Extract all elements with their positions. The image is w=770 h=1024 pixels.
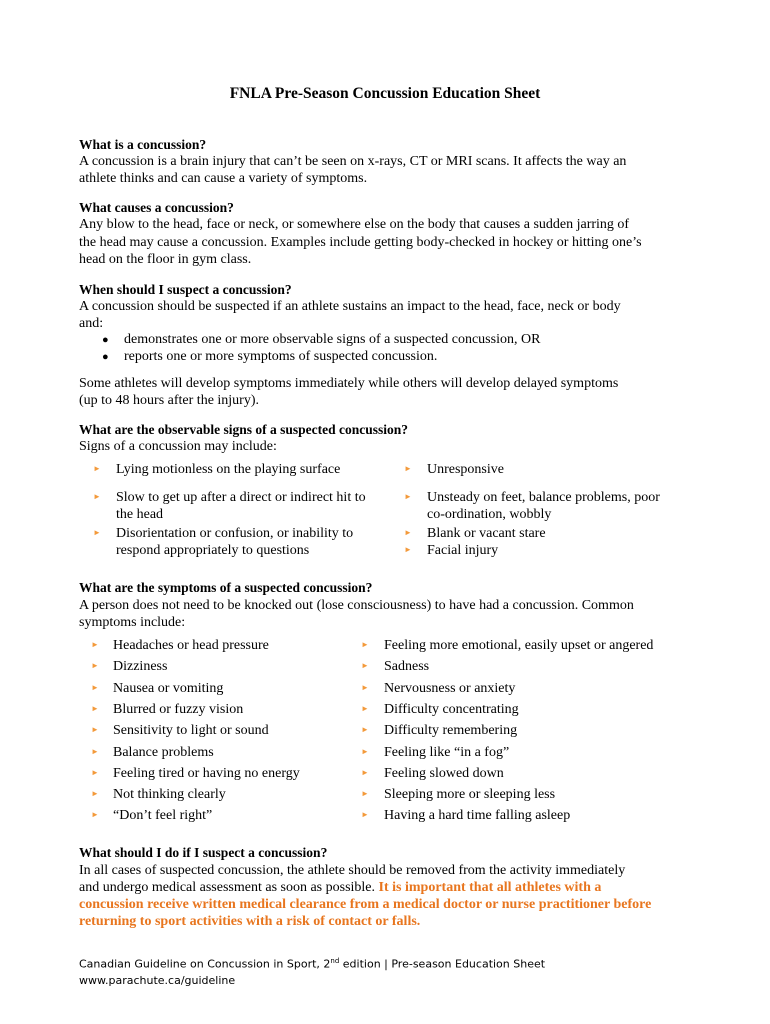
arrow-right-icon: ► xyxy=(404,492,412,501)
paragraph-line: A person does not need to be knocked out (lose consciousness) to have had a concussion. Common xyxy=(79,598,634,613)
arrow-right-icon: ► xyxy=(361,683,369,692)
sign-item: Facial injury xyxy=(427,543,499,558)
arrow-right-icon: ► xyxy=(361,725,369,734)
paragraph-line: Any blow to the head, face or neck, or somewhere else on the body that causes a sudden jarring of xyxy=(79,217,630,232)
arrow-right-icon: ► xyxy=(361,747,369,756)
symptom-item: Nausea or vomiting xyxy=(113,681,224,696)
paragraph-line: symptoms include: xyxy=(79,615,186,630)
paragraph-line: the head may cause a concussion. Examples include getting body-checked in hockey or hitting one’s xyxy=(79,235,642,250)
paragraph-line: (up to 48 hours after the injury). xyxy=(79,393,260,408)
symptom-item: Feeling like “in a fog” xyxy=(384,745,510,760)
sign-item-cont: respond appropriately to questions xyxy=(116,543,310,558)
bullet-item: demonstrates one or more observable signs of a suspected concussion, OR xyxy=(124,332,541,347)
emphasis-text: concussion receive written medical clearance from a medical doctor or nurse practitioner before xyxy=(79,897,652,912)
arrow-right-icon: ► xyxy=(91,640,99,649)
symptom-item: Headaches or head pressure xyxy=(113,638,269,653)
symptom-item: Sadness xyxy=(384,659,430,674)
arrow-right-icon: ► xyxy=(361,661,369,670)
page-title: FNLA Pre-Season Concussion Education Sheet xyxy=(229,85,541,102)
symptom-item: Sensitivity to light or sound xyxy=(113,723,269,738)
paragraph-line: Signs of a concussion may include: xyxy=(79,439,277,454)
arrow-right-icon: ► xyxy=(91,789,99,798)
paragraph-line xyxy=(79,879,601,896)
arrow-right-icon: ► xyxy=(93,528,101,537)
heading-what-to-do: What should I do if I suspect a concussion? xyxy=(79,845,328,860)
heading-when-suspect: When should I suspect a concussion? xyxy=(79,282,292,297)
sign-item: Disorientation or confusion, or inability to xyxy=(116,526,354,541)
emphasis-text: returning to sport activities with a risk of contact or falls. xyxy=(79,914,421,929)
arrow-right-icon: ► xyxy=(404,464,412,473)
arrow-right-icon: ► xyxy=(361,704,369,713)
bullet-dot-icon: ● xyxy=(102,351,109,363)
arrow-right-icon: ► xyxy=(404,545,412,554)
arrow-right-icon: ► xyxy=(91,704,99,713)
symptom-item: Feeling tired or having no energy xyxy=(113,766,300,781)
symptom-item: Blurred or fuzzy vision xyxy=(113,702,244,717)
footer-text: Canadian Guideline on Concussion in Sport, 2 xyxy=(79,957,331,971)
sign-item: Blank or vacant stare xyxy=(427,526,546,541)
arrow-right-icon: ► xyxy=(404,528,412,537)
bullet-item: reports one or more symptoms of suspected concussion. xyxy=(124,349,438,364)
bullet-dot-icon: ● xyxy=(102,334,109,346)
arrow-right-icon: ► xyxy=(91,768,99,777)
footer-citation xyxy=(79,957,545,971)
arrow-right-icon: ► xyxy=(361,768,369,777)
arrow-right-icon: ► xyxy=(91,747,99,756)
sign-item: Lying motionless on the playing surface xyxy=(116,462,341,477)
symptom-item: Feeling more emotional, easily upset or angered xyxy=(384,638,654,653)
paragraph-line: A concussion should be suspected if an athlete sustains an impact to the head, face, neck or body xyxy=(79,299,621,314)
heading-what-is: What is a concussion? xyxy=(79,137,207,152)
symptom-item: Nervousness or anxiety xyxy=(384,681,516,696)
footer-text: edition | Pre-season Education Sheet xyxy=(339,957,546,971)
arrow-right-icon: ► xyxy=(93,464,101,473)
symptom-item: Having a hard time falling asleep xyxy=(384,808,571,823)
arrow-right-icon: ► xyxy=(91,725,99,734)
arrow-right-icon: ► xyxy=(93,492,101,501)
arrow-right-icon: ► xyxy=(91,810,99,819)
arrow-right-icon: ► xyxy=(361,810,369,819)
paragraph-line: A concussion is a brain injury that can’t be seen on x-rays, CT or MRI scans. It affects the way an xyxy=(79,154,627,169)
sign-item: Slow to get up after a direct or indirect hit to xyxy=(116,490,366,505)
symptom-item: Balance problems xyxy=(113,745,214,760)
text-plain: and undergo medical assessment as soon as possible. xyxy=(79,880,379,895)
heading-symptoms: What are the symptoms of a suspected concussion? xyxy=(79,580,373,595)
symptom-item: Feeling slowed down xyxy=(384,766,504,781)
symptom-item: Difficulty remembering xyxy=(384,723,518,738)
footer-superscript: nd xyxy=(330,957,340,965)
sign-item: Unsteady on feet, balance problems, poor xyxy=(427,490,660,505)
arrow-right-icon: ► xyxy=(91,683,99,692)
sign-item: Unresponsive xyxy=(427,462,504,477)
paragraph-line: Some athletes will develop symptoms immediately while others will develop delayed symptoms xyxy=(79,376,619,391)
paragraph-line: athlete thinks and can cause a variety of symptoms. xyxy=(79,171,368,186)
symptom-item: Dizziness xyxy=(113,659,168,674)
paragraph-line: and: xyxy=(79,316,104,331)
symptom-item: Sleeping more or sleeping less xyxy=(384,787,556,802)
emphasis-text: It is important that all athletes with a xyxy=(378,880,602,895)
arrow-right-icon: ► xyxy=(91,661,99,670)
symptom-item: “Don’t feel right” xyxy=(113,808,213,823)
arrow-right-icon: ► xyxy=(361,640,369,649)
symptom-item: Difficulty concentrating xyxy=(384,702,519,717)
paragraph-line: In all cases of suspected concussion, the athlete should be removed from the activity immediately xyxy=(79,863,626,878)
symptom-item: Not thinking clearly xyxy=(113,787,226,802)
paragraph-line: head on the floor in gym class. xyxy=(79,252,252,267)
footer-link[interactable]: www.parachute.ca/guideline xyxy=(79,974,236,987)
arrow-right-icon: ► xyxy=(361,789,369,798)
sign-item-cont: co-ordination, wobbly xyxy=(427,507,552,522)
sign-item-cont: the head xyxy=(116,507,164,522)
heading-what-causes: What causes a concussion? xyxy=(79,200,234,215)
heading-observable-signs: What are the observable signs of a suspected concussion? xyxy=(79,422,409,437)
